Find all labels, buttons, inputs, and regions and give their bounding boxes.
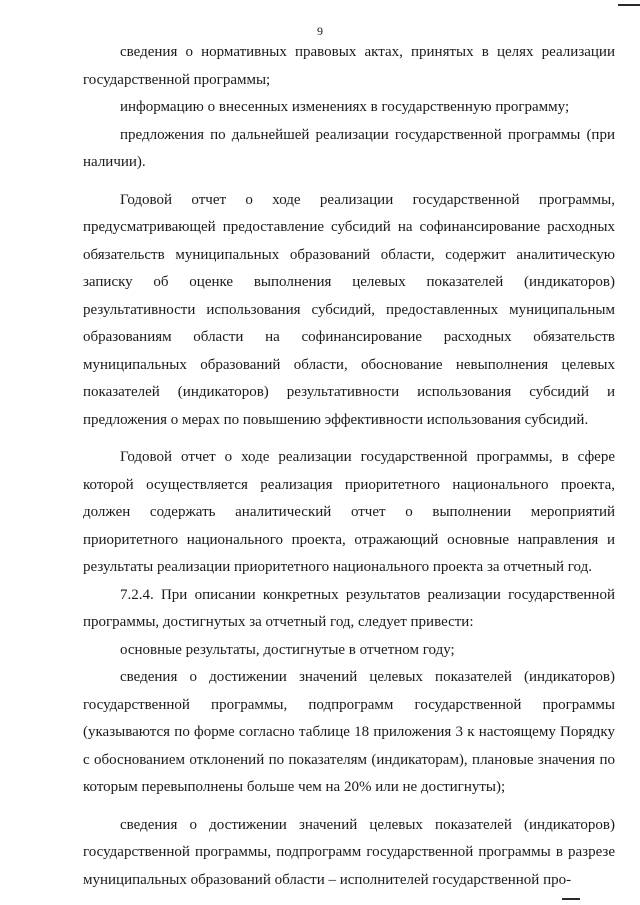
scan-mark-top [618, 4, 640, 6]
paragraph-national-project-report: Годовой отчет о ходе реализации государственной программы, в сфере которой осуществляется реализация приоритетного национального проекта, должен содержать аналитический отчет о выполнении мероприятий приоритетного национального проекта, отражающий основные направления и результаты реализации приоритетного национального проекта за отчетный год. [83, 449, 615, 575]
paragraph-normative-acts: сведения о нормативных правовых актах, принятых в целях реализации государственной программы; [83, 44, 615, 88]
paragraph-further-proposals: предложения по дальнейшей реализации государственной программы (при наличии). [83, 126, 615, 170]
paragraph-main-results: основные результаты, достигнутые в отчетном году; [120, 641, 455, 658]
paragraph-indicator-achievement: сведения о достижении значений целевых показателей (индикаторов) государственной программы, подпрограмм государственной программы (указываются по форме согласно таблице 18 приложения 3 к настоящему Порядку с обоснованием отклонений по показателям (индикаторам), плановые значения по которым перевыполнены больше чем на 20% или не достигнуты); [83, 669, 615, 795]
paragraph-municipal-breakdown: сведения о достижении значений целевых показателей (индикаторов) государственной программы, подпрограмм государственной программы в разрезе муниципальных образований области – исполнителей государственной про- [83, 816, 615, 888]
paragraph-changes-info: информацию о внесенных изменениях в государственную программу; [120, 99, 570, 115]
scan-mark-bottom [562, 898, 580, 900]
document-body [83, 39, 615, 894]
paragraph-subsidies-report: Годовой отчет о ходе реализации государственной программы, предусматривающей предоставление субсидий на софинансирование расходных обязательств муниципальных образований области, содержит аналитическую записку об оценке выполнения целевых показателей (индикаторов) результативности использования субсидий, предоставленных муниципальным образованиям области на софинансирование расходных обязательств муниципальных образований области, обоснование невыполнения целевых показателей (индикаторов) результативности использования субсидий и предложения о мерах по повышению эффективности использования субсидий. [83, 191, 615, 428]
page-number: 9 [317, 24, 323, 38]
paragraph-section-7-2-4: 7.2.4. При описании конкретных результатов реализации государственной программы, достигнутых за отчетный год, следует привести: [83, 586, 615, 630]
